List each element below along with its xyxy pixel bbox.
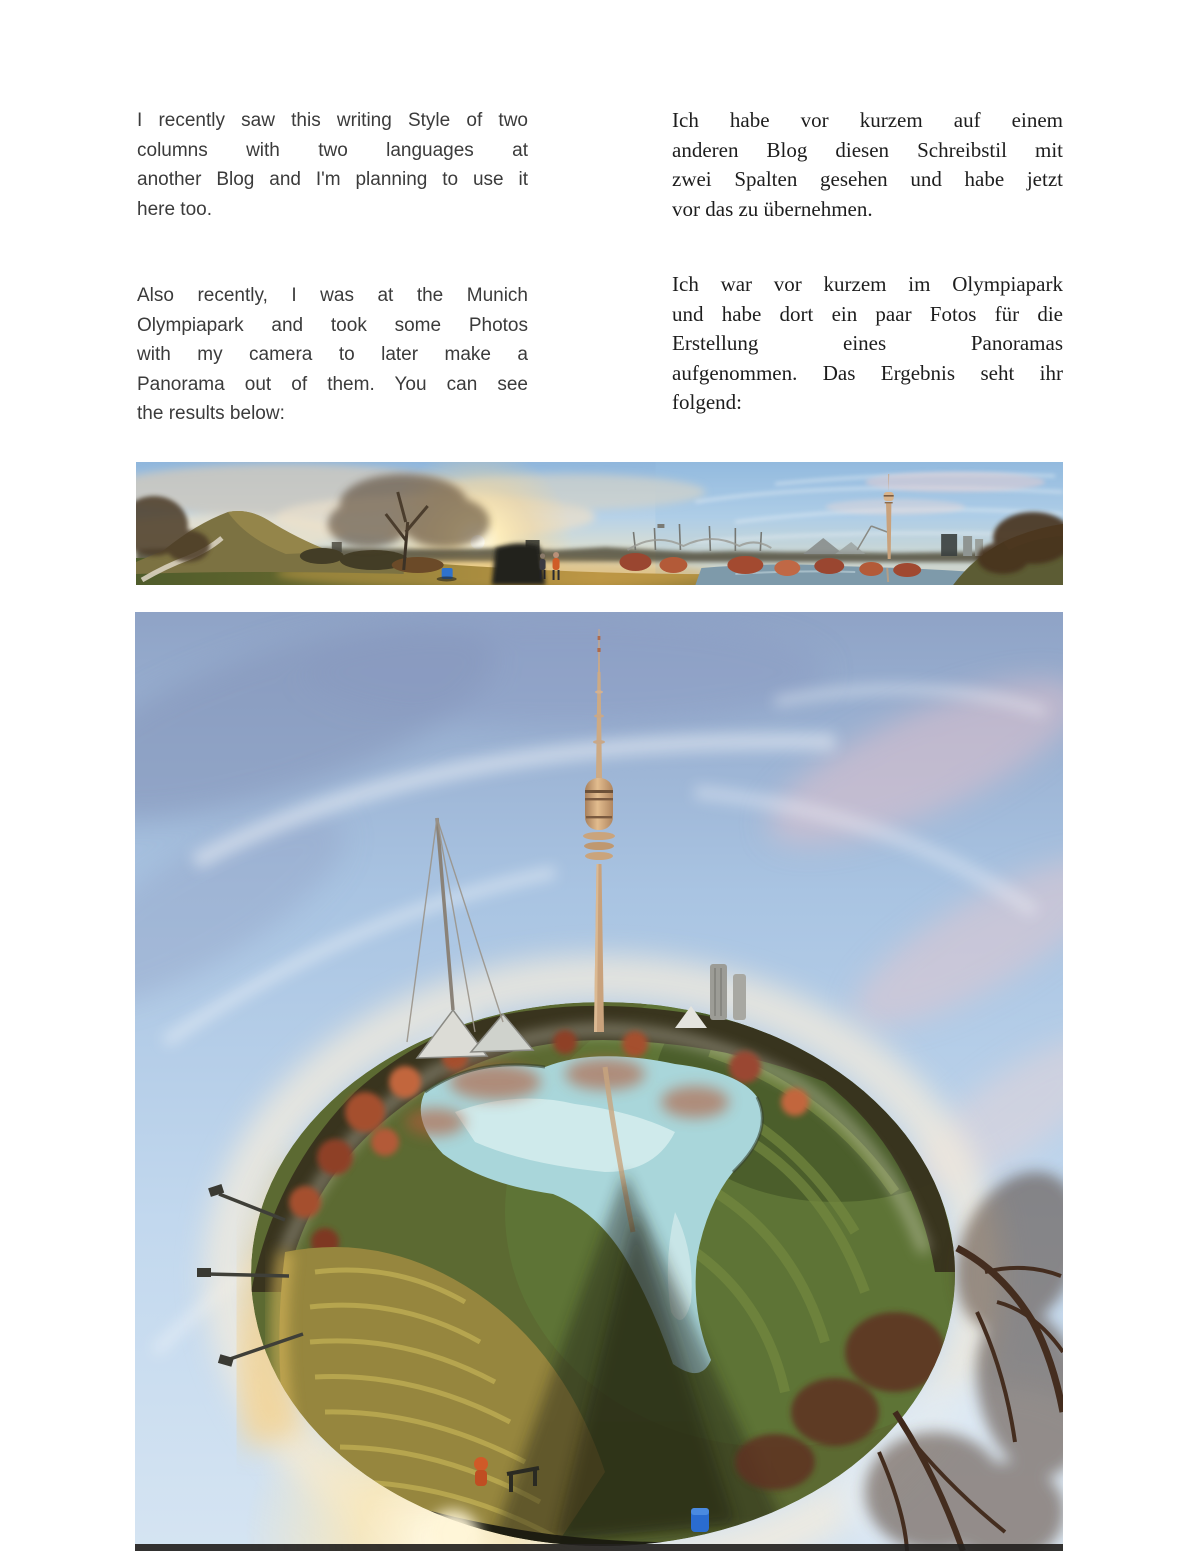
tiny-planet-illustration: [135, 612, 1063, 1551]
paragraph-de-1: Ich habe vor kurzem auf einem anderen Blog diesen Schreibstil mit zwei Spalten gesehen und habe jetzt vor das zu übernehmen.: [672, 108, 1063, 221]
paragraph-en-2: Also recently, I was at the Munich Olympiapark and took some Photos with my camera to later make a Panorama out of them. You can see the results below:: [137, 285, 528, 424]
panorama-image: [136, 462, 1063, 585]
panorama-illustration: [136, 462, 1063, 585]
paragraph-en-1: I recently saw this writing Style of two columns with two languages at another Blog and I'm planning to use it here too.: [137, 110, 528, 220]
paragraph-de-2: Ich war vor kurzem im Olympiapark und habe dort ein paar Fotos für die Erstellung eines Panoramas aufgenommen. Das Ergebnis seht ihr folgend:: [672, 272, 1063, 414]
german-column: [672, 106, 1063, 486]
bilingual-text-section: [137, 106, 1063, 486]
person-orange: [474, 1457, 488, 1471]
tiny-planet-image: [135, 612, 1063, 1551]
english-column: [137, 106, 528, 486]
next-image-cropped-edge: [135, 1544, 1063, 1551]
